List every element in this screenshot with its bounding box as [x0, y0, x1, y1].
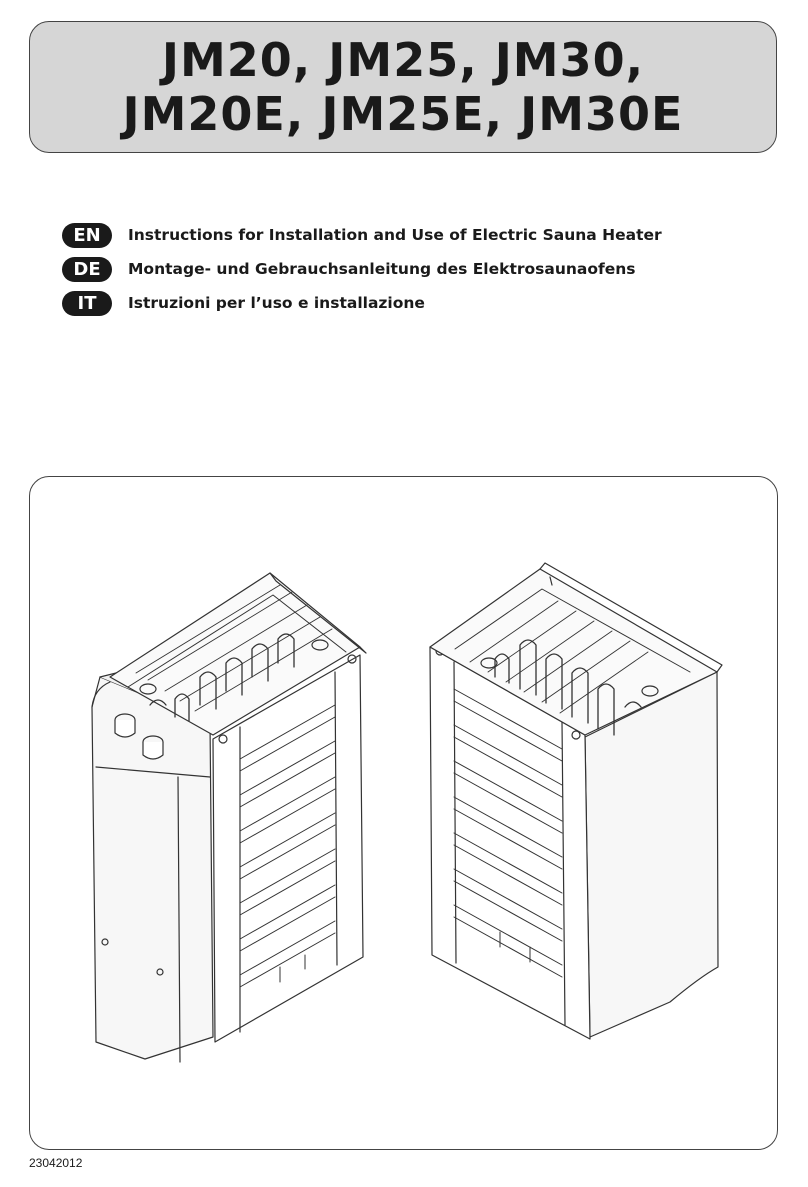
title-banner: [29, 21, 777, 153]
language-row-en: [62, 222, 662, 248]
language-row-it: [62, 290, 425, 316]
language-title-en: Instructions for Installation and Use of Electric Sauna Heater: [128, 226, 662, 244]
language-badge-de: DE: [62, 257, 112, 282]
language-badge-en: EN: [62, 223, 112, 248]
language-title-it: Istruzioni per l’uso e installazione: [128, 294, 425, 312]
language-row-de: [62, 256, 636, 282]
title-line-1: JM20, JM25, JM30,: [161, 33, 645, 87]
heater-illustration: [30, 477, 778, 1150]
title-line-2: JM20E, JM25E, JM30E: [122, 87, 684, 141]
illustration-panel: [29, 476, 778, 1150]
language-badge-it: IT: [62, 291, 112, 316]
sauna-heater-with-controls-icon: [92, 573, 366, 1062]
language-title-de: Montage- und Gebrauchsanleitung des Elektrosaunaofens: [128, 260, 636, 278]
sauna-heater-without-controls-icon: [430, 563, 722, 1039]
document-code: 23042012: [29, 1156, 83, 1170]
